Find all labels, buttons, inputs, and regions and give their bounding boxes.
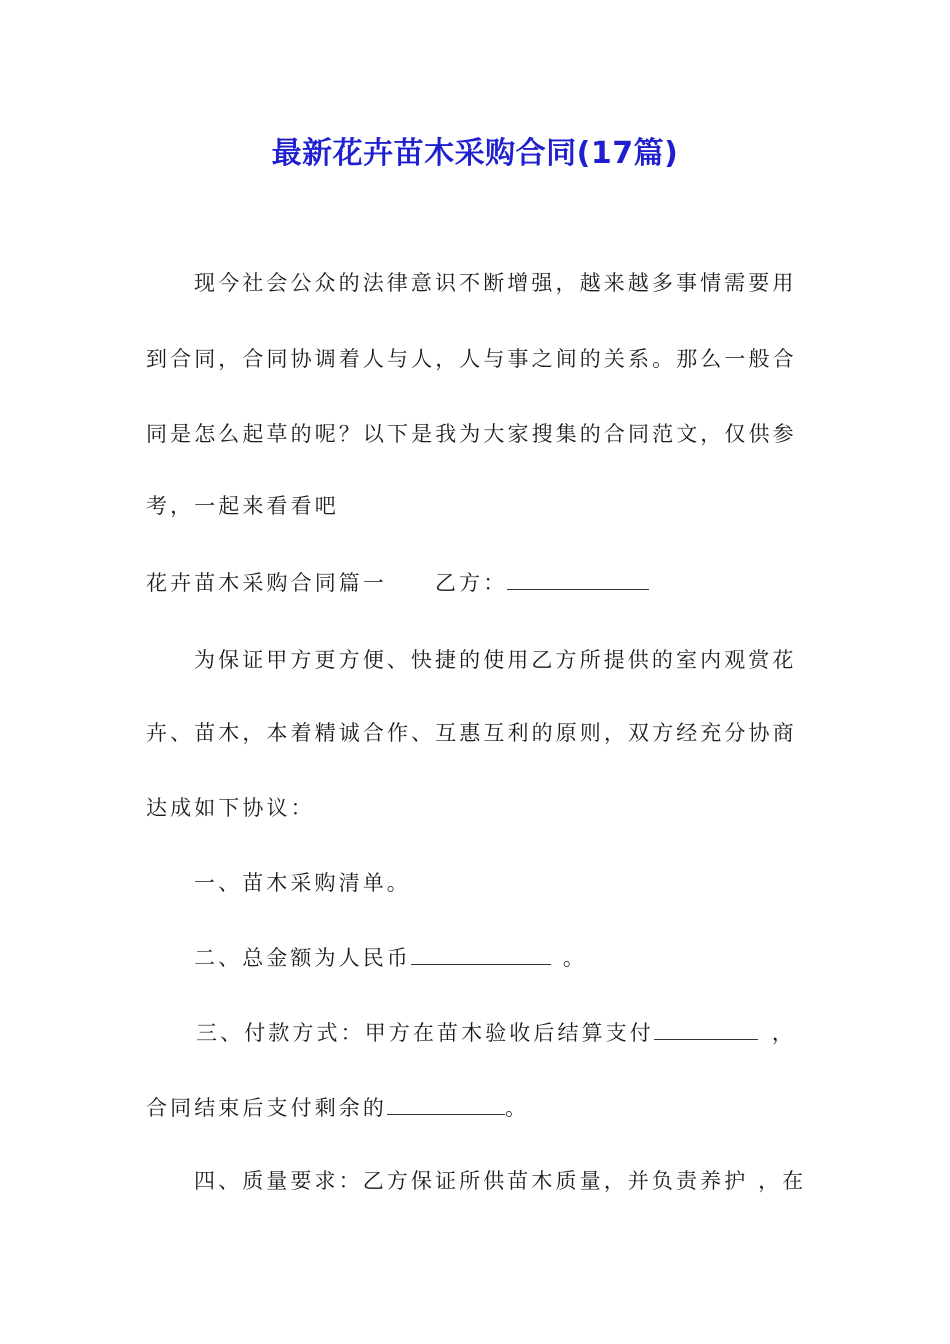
purpose-line-2: 卉、苗木，本着精诚合作、互惠互利的原则，双方经充分协商 bbox=[146, 721, 797, 745]
clause-2-end: 。 bbox=[562, 946, 588, 970]
intro-line-4: 考，一起来看看吧 bbox=[146, 494, 339, 518]
clause-3-text: 三、付款方式：甲方在苗木验收后结算支付 bbox=[196, 1021, 654, 1045]
clause-3b-end: 。 bbox=[505, 1096, 530, 1120]
payment-blank bbox=[654, 1019, 758, 1040]
amount-blank bbox=[411, 944, 551, 965]
party-b-label: 乙方： bbox=[435, 571, 508, 595]
intro-line-1: 现今社会公众的法律意识不断增强，越来越多事情需要用 bbox=[194, 271, 797, 295]
clause-3-continued bbox=[146, 1093, 529, 1123]
party-b-blank bbox=[507, 569, 649, 590]
clause-3 bbox=[196, 1018, 796, 1048]
purpose-line-1: 为保证甲方更方便、快捷的使用乙方所提供的室内观赏花 bbox=[194, 648, 797, 672]
clause-3-comma: ， bbox=[771, 1021, 797, 1045]
section-heading: 花卉苗木采购合同篇一 bbox=[146, 571, 387, 595]
remaining-blank bbox=[387, 1094, 505, 1115]
clause-3b-text: 合同结束后支付剩余的 bbox=[146, 1096, 387, 1120]
purpose-line-3: 达成如下协议： bbox=[146, 796, 315, 820]
intro-line-3: 同是怎么起草的呢？以下是我为大家搜集的合同范文，仅供参 bbox=[146, 422, 797, 446]
clause-2 bbox=[194, 943, 587, 973]
clause-4: 四、质量要求：乙方保证所供苗木质量，并负责养护 ，在 bbox=[194, 1169, 807, 1193]
document-title: 最新花卉苗木采购合同(17篇) bbox=[271, 136, 679, 171]
section-heading-row bbox=[146, 568, 649, 598]
intro-line-2: 到合同，合同协调着人与人，人与事之间的关系。那么一般合 bbox=[146, 347, 797, 371]
clause-1: 一、苗木采购清单。 bbox=[194, 871, 411, 895]
clause-2-text: 二、总金额为人民币 bbox=[194, 946, 411, 970]
